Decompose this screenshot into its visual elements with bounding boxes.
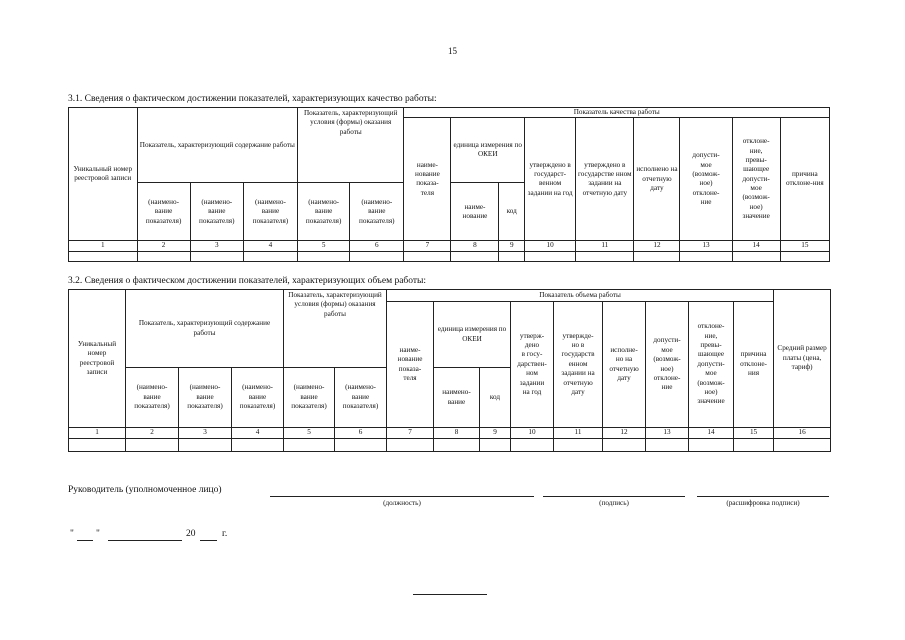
header-sub-indicator-name: (наимено- вание показателя) <box>232 368 284 428</box>
column-number: 4 <box>232 428 284 439</box>
header-unit-okei: единица измерения по ОКЕИ <box>434 302 511 368</box>
empty-cell[interactable] <box>780 251 829 261</box>
header-unit-name: наиме- нование <box>451 183 499 241</box>
empty-cell[interactable] <box>680 251 732 261</box>
decode-line[interactable] <box>697 496 829 497</box>
column-number: 10 <box>511 428 554 439</box>
date-century: 20 <box>186 529 196 539</box>
column-number: 14 <box>732 241 780 251</box>
column-number: 11 <box>576 241 634 251</box>
column-number: 13 <box>646 428 689 439</box>
header-sub-indicator-name: (наимено- вание показателя) <box>190 183 243 241</box>
header-volume-indicator: Показатель объема работы <box>387 290 774 302</box>
column-number: 6 <box>335 428 387 439</box>
column-number: 12 <box>603 428 646 439</box>
volume-table <box>68 289 831 452</box>
empty-cell[interactable] <box>243 251 297 261</box>
empty-cell[interactable] <box>646 439 689 452</box>
header-unit-code: код <box>480 368 511 428</box>
header-approved-year: утверж- дено в госу- дарствен- ном задании на год <box>511 302 554 428</box>
column-number: 13 <box>680 241 732 251</box>
signature-line[interactable] <box>543 496 685 497</box>
header-content-indicator: Показатель, характеризующий содержание работы <box>137 108 298 183</box>
empty-cell[interactable] <box>387 439 434 452</box>
column-number: 15 <box>734 428 774 439</box>
header-unit-code: код <box>499 183 525 241</box>
column-number: 4 <box>243 241 297 251</box>
empty-cell[interactable] <box>190 251 243 261</box>
header-conditions-indicator: Показатель, характеризующий условия (формы) оказания работы <box>298 108 404 183</box>
date-day-line[interactable] <box>77 540 93 541</box>
header-excess-deviation: отклоне- ние, превы- шающее допусти- мое (возмож- ное) значение <box>689 302 734 428</box>
header-allowed-deviation: допусти- мое (возмож- ное) отклоне- ние <box>680 118 732 241</box>
header-approved-date: утвержде- но в государств енном задании на отчетную дату <box>554 302 603 428</box>
column-number: 14 <box>689 428 734 439</box>
empty-cell[interactable] <box>525 251 576 261</box>
empty-cell[interactable] <box>335 439 387 452</box>
empty-cell[interactable] <box>576 251 634 261</box>
column-number: 6 <box>350 241 404 251</box>
header-sub-indicator-name: (наимено- вание показателя) <box>243 183 297 241</box>
empty-cell[interactable] <box>126 439 179 452</box>
date-suffix: г. <box>222 529 228 539</box>
header-unit-name: наимено- вание <box>434 368 480 428</box>
header-excess-deviation: отклоне- ние, превы- шающее допусти- мое (возмож- ное) значение <box>732 118 780 241</box>
header-executed: исполнено на отчетную дату <box>634 118 680 241</box>
column-number: 7 <box>404 241 451 251</box>
column-number: 8 <box>434 428 480 439</box>
date-quote-close: " <box>96 529 100 539</box>
header-sub-indicator-name: (наимено- вание показателя) <box>284 368 335 428</box>
column-number: 15 <box>780 241 829 251</box>
header-sub-indicator-name: (наимено- вание показателя) <box>137 183 190 241</box>
empty-cell[interactable] <box>634 251 680 261</box>
section-3-1-title: 3.1. Сведения о фактическом достижении показателей, характеризующих качество работы: <box>68 94 437 104</box>
column-number: 12 <box>634 241 680 251</box>
header-quality-indicator: Показатель качества работы <box>404 108 830 118</box>
empty-cell[interactable] <box>298 251 350 261</box>
column-number: 3 <box>179 428 232 439</box>
head-signature-label: Руководитель (уполномоченное лицо) <box>68 485 222 495</box>
empty-cell[interactable] <box>69 251 138 261</box>
footnote-separator <box>413 594 487 595</box>
date-month-line[interactable] <box>108 540 182 541</box>
empty-cell[interactable] <box>480 439 511 452</box>
column-number: 11 <box>554 428 603 439</box>
column-number: 16 <box>774 428 831 439</box>
empty-cell[interactable] <box>774 439 831 452</box>
empty-cell[interactable] <box>511 439 554 452</box>
position-caption: (должность) <box>383 499 421 507</box>
column-number: 5 <box>284 428 335 439</box>
header-sub-indicator-name: (наимено- вание показателя) <box>335 368 387 428</box>
position-line[interactable] <box>270 496 534 497</box>
empty-cell[interactable] <box>554 439 603 452</box>
column-number: 8 <box>451 241 499 251</box>
decode-caption: (расшифровка подписи) <box>726 499 800 507</box>
page-number: 15 <box>448 46 457 56</box>
column-number: 9 <box>480 428 511 439</box>
empty-cell[interactable] <box>689 439 734 452</box>
header-approved-date: утверждено в государстве нном задании на отчетную дату <box>576 118 634 241</box>
empty-cell[interactable] <box>350 251 404 261</box>
column-number: 10 <box>525 241 576 251</box>
header-indicator-name: наиме- нование показа- теля <box>387 302 434 428</box>
empty-cell[interactable] <box>232 439 284 452</box>
header-deviation-reason: причина отклоне- ния <box>734 302 774 428</box>
date-year-line[interactable] <box>200 540 217 541</box>
date-quote-open: " <box>70 529 74 539</box>
header-deviation-reason: причина отклоне-ния <box>780 118 829 241</box>
empty-cell[interactable] <box>734 439 774 452</box>
header-unique-number: Уникальный номер реестровой записи <box>69 290 126 428</box>
column-number: 1 <box>69 428 126 439</box>
column-number: 7 <box>387 428 434 439</box>
empty-cell[interactable] <box>137 251 190 261</box>
header-sub-indicator-name: (наимено- вание показателя) <box>298 183 350 241</box>
column-number: 2 <box>137 241 190 251</box>
empty-cell[interactable] <box>603 439 646 452</box>
section-3-2-title: 3.2. Сведения о фактическом достижении показателей, характеризующих объем работы: <box>68 276 427 286</box>
signature-caption: (подпись) <box>599 499 629 507</box>
header-unit-okei: единица измерения по ОКЕИ <box>451 118 525 183</box>
column-number: 5 <box>298 241 350 251</box>
column-number: 2 <box>126 428 179 439</box>
header-allowed-deviation: допусти- мое (возмож- ное) отклоне- ние <box>646 302 689 428</box>
empty-cell[interactable] <box>451 251 499 261</box>
header-content-indicator: Показатель, характеризующий содержание работы <box>126 290 284 368</box>
column-number: 3 <box>190 241 243 251</box>
empty-cell[interactable] <box>179 439 232 452</box>
header-indicator-name: наиме- нование показа- теля <box>404 118 451 241</box>
header-sub-indicator-name: (наимено- вание показателя) <box>179 368 232 428</box>
header-executed: исполне- но на отчетную дату <box>603 302 646 428</box>
empty-cell[interactable] <box>732 251 780 261</box>
header-unique-number: Уникальный номер реестровой записи <box>69 108 138 241</box>
quality-table <box>68 107 830 262</box>
header-average-fee: Средний размер платы (цена, тариф) <box>774 290 831 428</box>
header-conditions-indicator: Показатель, характеризующий условия (формы) оказания работы <box>284 290 387 368</box>
empty-cell[interactable] <box>404 251 451 261</box>
column-number: 9 <box>499 241 525 251</box>
column-number: 1 <box>69 241 138 251</box>
header-approved-year: утверждено в государст-венном задании на год <box>525 118 576 241</box>
header-sub-indicator-name: (наимено- вание показателя) <box>350 183 404 241</box>
empty-cell[interactable] <box>499 251 525 261</box>
header-sub-indicator-name: (наимено- вание показателя) <box>126 368 179 428</box>
empty-cell[interactable] <box>69 439 126 452</box>
empty-cell[interactable] <box>284 439 335 452</box>
empty-cell[interactable] <box>434 439 480 452</box>
